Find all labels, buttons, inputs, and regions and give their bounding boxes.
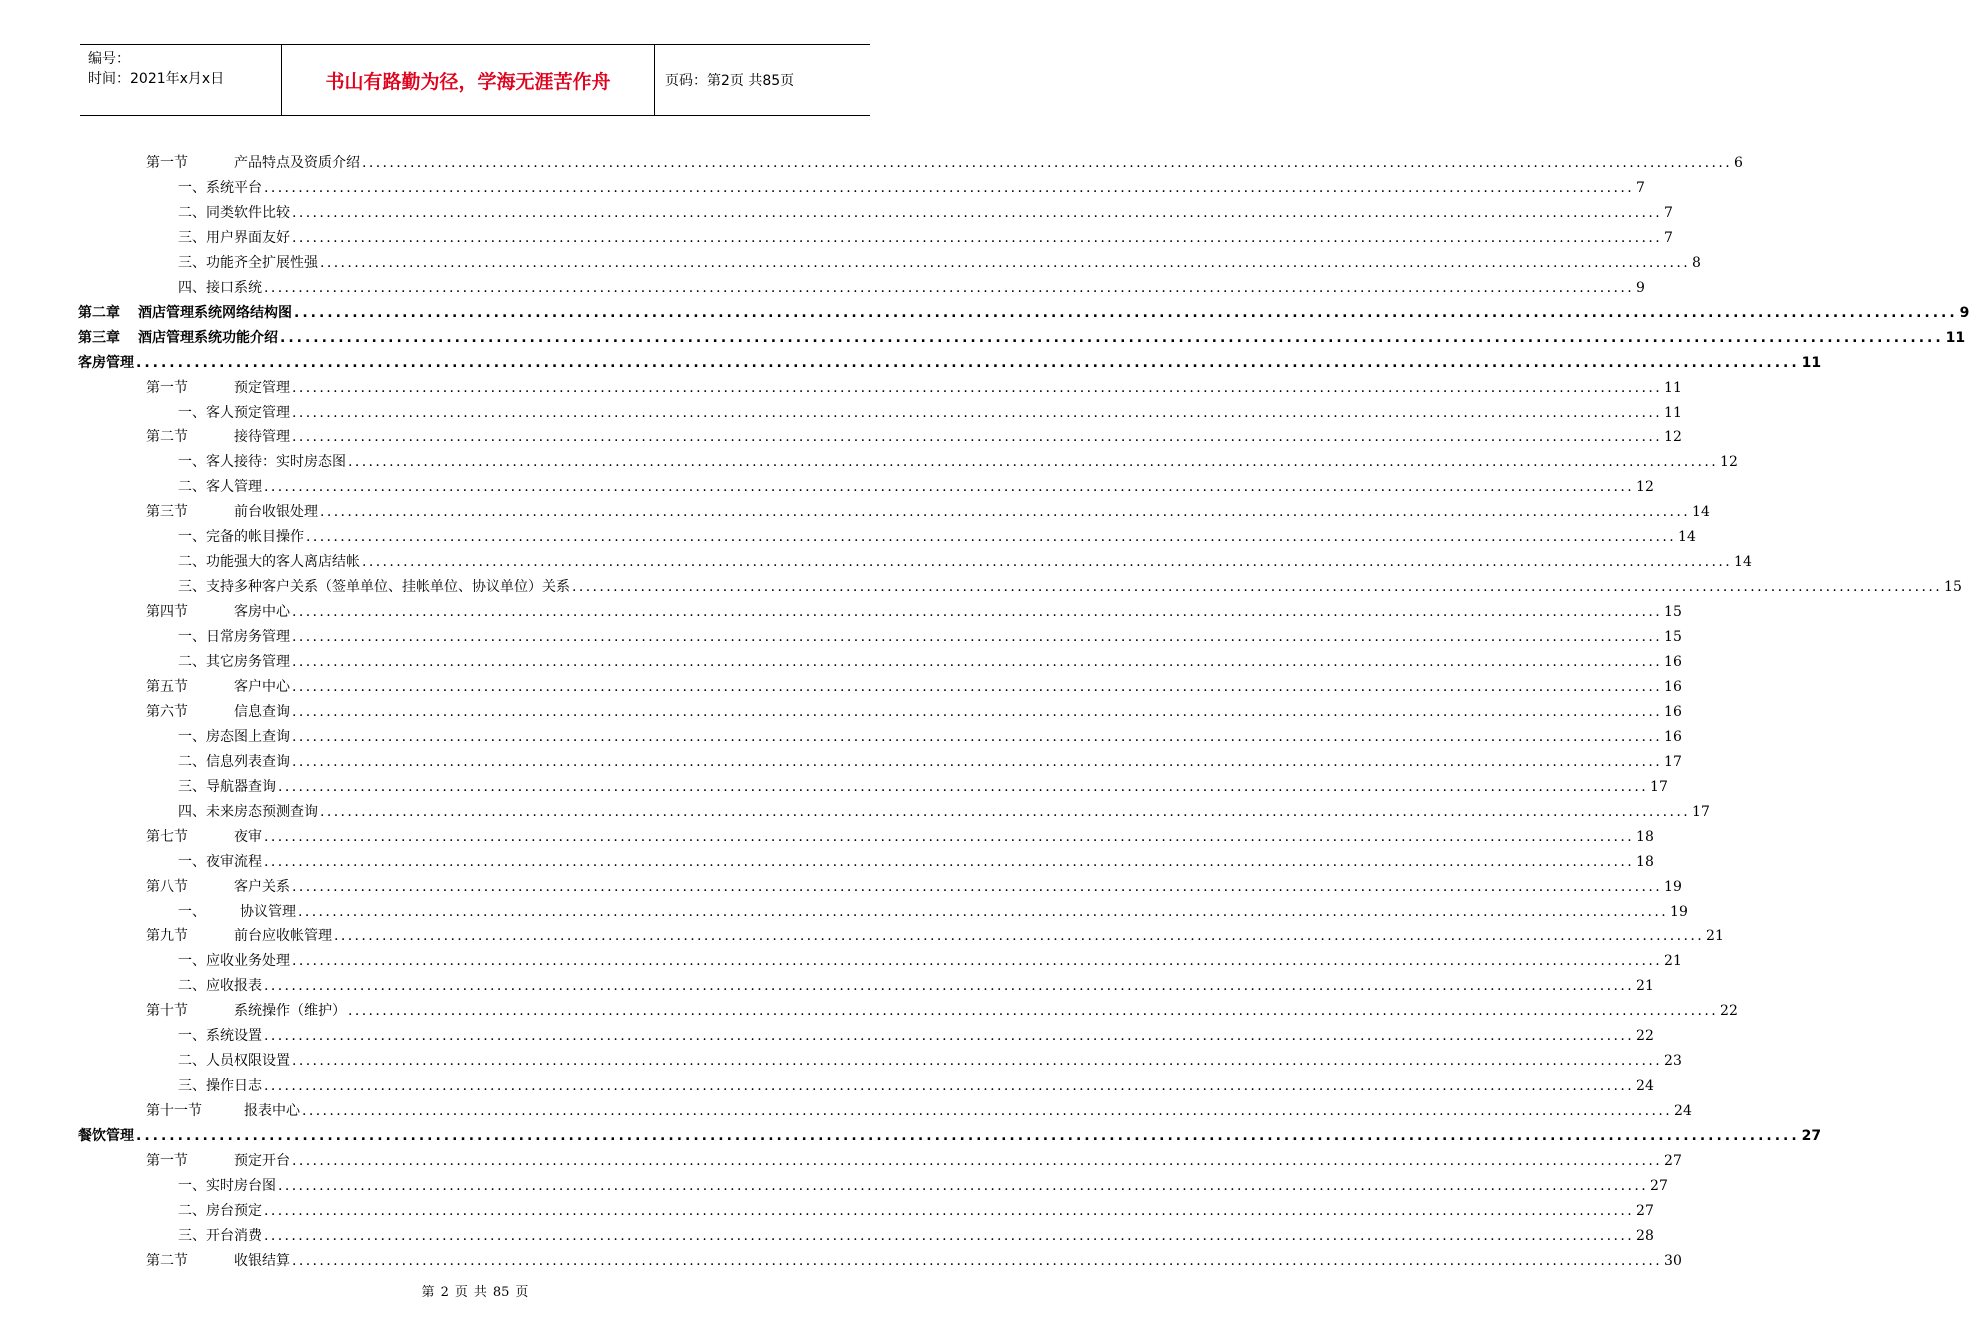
toc-dot-leader: ........................................................................................................................................................................................................ <box>292 1252 1663 1269</box>
toc-entry-label <box>178 179 262 197</box>
footer-ye: 页 <box>454 1285 468 1300</box>
toc-entry-title: 收银结算 <box>234 1252 290 1269</box>
toc-page-number: 18 <box>1636 853 1654 870</box>
toc-page-number: 15 <box>1664 629 1682 646</box>
toc-page-number: 24 <box>1674 1103 1692 1120</box>
toc-page-number: 19 <box>1664 878 1682 895</box>
toc-entry-number: 一、系统设置 <box>178 1028 262 1045</box>
toc-page-number: 7 <box>1636 179 1645 196</box>
toc-entry-number: 第一节 <box>146 1153 188 1169</box>
toc-page-number: 11 <box>1664 379 1682 396</box>
toc-entry[interactable] <box>178 225 1673 247</box>
toc-entry[interactable] <box>146 599 1682 621</box>
toc-entry-number: 第一节 <box>146 155 188 171</box>
toc-page-number: 12 <box>1664 429 1682 446</box>
toc-entry-label <box>146 1002 346 1020</box>
toc-entry-label <box>146 428 290 446</box>
toc-page-number: 14 <box>1692 504 1710 521</box>
header-motto: 书山有路勤为径，学海无涯苦作舟 <box>282 45 655 115</box>
toc-entry[interactable] <box>178 449 1738 471</box>
toc-entry-number: 二、信息列表查询 <box>178 753 290 770</box>
toc-dot-leader: ........................................................................................................................................................................................................ <box>294 304 1958 321</box>
toc-entry-label <box>178 653 290 671</box>
toc-entry-label <box>178 778 276 796</box>
toc-dot-leader: ........................................................................................................................................................................................................ <box>292 728 1663 745</box>
toc-page-number: 16 <box>1664 728 1682 745</box>
toc-dot-leader: ........................................................................................................................................................................................................ <box>264 1028 1635 1045</box>
toc-page-number: 21 <box>1664 953 1682 970</box>
toc-dot-leader: ........................................................................................................................................................................................................ <box>264 1078 1635 1095</box>
toc-entry-number: 第二章 <box>78 304 120 321</box>
toc-dot-leader: ........................................................................................................................................................................................................ <box>292 678 1663 695</box>
toc-dot-leader: ........................................................................................................................................................................................................ <box>362 554 1733 571</box>
toc-dot-leader: ........................................................................................................................................................................................................ <box>292 1153 1663 1169</box>
toc-entry[interactable] <box>146 923 1724 945</box>
toc-entry[interactable] <box>178 250 1701 272</box>
toc-entry[interactable] <box>146 674 1682 696</box>
toc-entry[interactable] <box>178 524 1696 546</box>
toc-entry-number: 一、客人预定管理 <box>178 404 290 421</box>
toc-page-number: 27 <box>1636 1202 1654 1219</box>
toc-entry-number: 第六节 <box>146 703 188 720</box>
toc-page-number: 15 <box>1664 604 1682 621</box>
toc-page-number: 8 <box>1692 254 1701 271</box>
toc-entry[interactable] <box>146 1148 1682 1170</box>
toc-page-number: 21 <box>1706 928 1724 945</box>
toc-entry[interactable] <box>178 1048 1682 1070</box>
toc-entry[interactable] <box>146 699 1682 721</box>
footer-total-pages: 85 <box>492 1285 510 1300</box>
toc-dot-leader: ........................................................................................................................................................................................................ <box>136 1128 1800 1145</box>
toc-entry-title: 产品特点及资质介绍 <box>234 155 360 171</box>
toc-dot-leader: ........................................................................................................................................................................................................ <box>572 579 1943 596</box>
toc-entry-number: 一、实时房台图 <box>178 1177 276 1194</box>
toc-dot-leader: ........................................................................................................................................................................................................ <box>348 1003 1719 1020</box>
toc-page-number: 12 <box>1636 479 1654 496</box>
toc-entry-title: 协议管理 <box>240 903 296 920</box>
toc-entry-label <box>178 453 346 471</box>
toc-entry-label <box>178 404 290 422</box>
toc-entry[interactable] <box>78 350 1822 372</box>
toc-dot-leader: ........................................................................................................................................................................................................ <box>320 803 1691 820</box>
toc-entry[interactable] <box>178 400 1682 422</box>
toc-entry-number: 三、操作日志 <box>178 1078 262 1095</box>
toc-page-number: 12 <box>1720 454 1738 471</box>
toc-entry-label <box>178 254 318 272</box>
toc-entry-number: 第十节 <box>146 1003 188 1020</box>
toc-entry-label <box>178 528 304 546</box>
toc-entry[interactable] <box>178 948 1682 970</box>
toc-dot-leader: ........................................................................................................................................................................................................ <box>348 454 1719 471</box>
toc-entry-label <box>178 977 262 995</box>
toc-entry-number: 第八节 <box>146 878 188 895</box>
toc-entry-number: 第二节 <box>146 429 188 446</box>
toc-entry[interactable] <box>178 1173 1668 1195</box>
toc-entry-label <box>178 1202 262 1220</box>
toc-entry-number: 一、夜审流程 <box>178 853 262 870</box>
toc-entry-label <box>146 828 262 846</box>
toc-entry-label <box>178 753 290 771</box>
toc-dot-leader: ........................................................................................................................................................................................................ <box>136 354 1800 371</box>
toc-dot-leader: ........................................................................................................................................................................................................ <box>292 604 1663 621</box>
toc-entry-label <box>146 503 318 521</box>
toc-entry-label <box>178 1227 262 1245</box>
toc-page-number: 30 <box>1664 1252 1682 1269</box>
toc-page-number: 27 <box>1801 1128 1822 1145</box>
toc-entry[interactable] <box>78 325 1966 347</box>
toc-dot-leader: ........................................................................................................................................................................................................ <box>278 1177 1649 1194</box>
toc-page-number: 17 <box>1650 778 1668 795</box>
toc-entry-label <box>178 553 360 571</box>
toc-entry[interactable] <box>146 1248 1682 1270</box>
toc-dot-leader: ........................................................................................................................................................................................................ <box>264 279 1635 296</box>
toc-page-number: 24 <box>1636 1078 1654 1095</box>
toc-entry-label <box>178 1177 276 1195</box>
toc-dot-leader: ........................................................................................................................................................................................................ <box>292 379 1663 396</box>
toc-entry[interactable] <box>146 150 1743 172</box>
toc-dot-leader: ........................................................................................................................................................................................................ <box>292 953 1663 970</box>
toc-entry-title: 预定开台 <box>234 1153 290 1169</box>
toc-page-number: 11 <box>1945 329 1966 346</box>
toc-entry-title: 夜审 <box>234 828 262 845</box>
toc-entry-number: 二、人员权限设置 <box>178 1053 290 1070</box>
toc-entry[interactable] <box>146 499 1710 521</box>
toc-entry-number: 一、完备的帐目操作 <box>178 529 304 546</box>
toc-dot-leader: ........................................................................................................................................................................................................ <box>302 1103 1673 1120</box>
toc-entry[interactable] <box>146 1098 1692 1120</box>
toc-entry-number: 二、客人管理 <box>178 479 262 496</box>
toc-entry-number: 第一节 <box>146 379 188 396</box>
toc-entry-label <box>178 279 262 297</box>
footer-gong: 共 <box>473 1285 487 1300</box>
toc-entry[interactable] <box>178 474 1654 496</box>
header-page-label: 页码：第2页 共85页 <box>665 73 795 89</box>
toc-page-number: 15 <box>1944 579 1962 596</box>
toc-dot-leader: ........................................................................................................................................................................................................ <box>292 429 1663 446</box>
toc-entry-number: 一、 <box>178 903 206 920</box>
toc-page-number: 23 <box>1664 1053 1682 1070</box>
toc-page-number: 19 <box>1670 903 1688 920</box>
toc-entry-label <box>146 703 290 721</box>
toc-entry-number: 第九节 <box>146 928 188 945</box>
toc-entry-title: 预定管理 <box>234 379 290 396</box>
toc-page-number: 11 <box>1664 404 1682 421</box>
toc-entry-title: 信息查询 <box>234 703 290 720</box>
toc-entry-title: 报表中心 <box>244 1103 300 1120</box>
toc-entry[interactable] <box>178 275 1645 297</box>
footer-page-number: 2 <box>440 1285 449 1300</box>
toc-entry-label <box>178 1077 262 1095</box>
toc-entry[interactable] <box>178 549 1752 571</box>
toc-entry-number: 一、房态图上查询 <box>178 728 290 745</box>
toc-dot-leader: ........................................................................................................................................................................................................ <box>264 828 1635 845</box>
document-number-label: 编号： <box>88 51 130 67</box>
toc-dot-leader: ........................................................................................................................................................................................................ <box>320 504 1691 521</box>
toc-entry[interactable] <box>178 1198 1654 1220</box>
toc-entry-number: 一、系统平台 <box>178 179 262 196</box>
toc-entry[interactable] <box>178 175 1645 197</box>
toc-entry-title: 前台应收帐管理 <box>234 928 332 945</box>
toc-entry-label <box>178 578 570 596</box>
toc-entry-number: 四、未来房态预测查询 <box>178 803 318 820</box>
toc-dot-leader: ........................................................................................................................................................................................................ <box>292 629 1663 646</box>
page-footer <box>0 1281 950 1300</box>
toc-entry[interactable] <box>146 874 1682 896</box>
toc-page-number: 22 <box>1636 1028 1654 1045</box>
toc-dot-leader: ........................................................................................................................................................................................................ <box>306 529 1677 546</box>
toc-entry-number: 三、开台消费 <box>178 1227 262 1244</box>
toc-entry-number: 第三章 <box>78 329 120 346</box>
toc-entry-number: 二、同类软件比较 <box>178 204 290 221</box>
toc-entry[interactable] <box>146 375 1682 397</box>
toc-entry-number: 三、功能齐全扩展性强 <box>178 254 318 271</box>
toc-entry-label <box>146 678 290 696</box>
toc-page-number: 18 <box>1636 828 1654 845</box>
toc-dot-leader: ........................................................................................................................................................................................................ <box>292 753 1663 770</box>
footer-ye2: 页 <box>515 1285 529 1300</box>
toc-entry[interactable] <box>178 849 1654 871</box>
document-time-label: 时间：2021年x月x日 <box>88 71 225 87</box>
toc-entry[interactable] <box>178 1223 1654 1245</box>
toc-dot-leader: ........................................................................................................................................................................................................ <box>264 1227 1635 1244</box>
toc-entry-title: 系统操作（维护） <box>234 1003 346 1020</box>
header-left-cell <box>80 45 282 115</box>
toc-entry-title: 客户关系 <box>234 878 290 895</box>
toc-entry-label <box>146 1102 300 1120</box>
toc-dot-leader: ........................................................................................................................................................................................................ <box>362 155 1733 171</box>
toc-entry-label <box>178 478 262 496</box>
toc-page-number: 16 <box>1664 678 1682 695</box>
toc-dot-leader: ........................................................................................................................................................................................................ <box>280 329 1944 346</box>
toc-dot-leader: ........................................................................................................................................................................................................ <box>292 1053 1663 1070</box>
toc-entry-number: 三、用户界面友好 <box>178 229 290 246</box>
toc-entry-number: 二、应收报表 <box>178 978 262 995</box>
toc-page-number: 17 <box>1692 803 1710 820</box>
toc-entry[interactable] <box>178 799 1710 821</box>
toc-entry-label <box>178 903 296 921</box>
toc-entry[interactable] <box>178 1023 1654 1045</box>
toc-page-number: 22 <box>1720 1003 1738 1020</box>
toc-entry-number: 二、房台预定 <box>178 1202 262 1219</box>
toc-entry[interactable] <box>178 574 1962 596</box>
toc-page-number: 6 <box>1734 155 1743 171</box>
toc-entry-label <box>178 853 262 871</box>
toc-entry-label <box>78 354 134 372</box>
toc-entry[interactable] <box>178 774 1668 796</box>
toc-dot-leader: ........................................................................................................................................................................................................ <box>320 254 1691 271</box>
toc-entry-label <box>78 329 278 347</box>
toc-dot-leader: ........................................................................................................................................................................................................ <box>292 229 1663 246</box>
toc-dot-leader: ........................................................................................................................................................................................................ <box>298 903 1669 920</box>
toc-entry[interactable] <box>178 749 1682 771</box>
toc-dot-leader: ........................................................................................................................................................................................................ <box>264 1202 1635 1219</box>
toc-entry-number: 第七节 <box>146 828 188 845</box>
toc-entry-number: 三、导航器查询 <box>178 778 276 795</box>
toc-entry-number: 二、功能强大的客人离店结帐 <box>178 554 360 571</box>
toc-entry-label <box>178 803 318 821</box>
toc-entry-title: 前台收银处理 <box>234 504 318 521</box>
toc-page-number: 9 <box>1636 279 1645 296</box>
toc-entry-label <box>78 304 292 322</box>
toc-page-number: 28 <box>1636 1227 1654 1244</box>
toc-entry-number: 第五节 <box>146 678 188 695</box>
toc-page-number: 11 <box>1801 354 1822 371</box>
toc-page-number: 27 <box>1664 1153 1682 1169</box>
toc-entry-label <box>178 1052 290 1070</box>
toc-entry-label <box>178 728 290 746</box>
toc-entry-title: 客房中心 <box>234 604 290 621</box>
toc-entry-label <box>146 379 290 397</box>
toc-entry[interactable] <box>78 300 1969 322</box>
toc-page-number: 7 <box>1664 204 1673 221</box>
toc-dot-leader: ........................................................................................................................................................................................................ <box>264 978 1635 995</box>
toc-entry-label <box>146 154 360 172</box>
toc-entry-number: 四、接口系统 <box>178 279 262 296</box>
toc-entry-number: 三、支持多种客户关系（签单单位、挂帐单位、协议单位）关系 <box>178 579 570 596</box>
footer-di: 第 <box>421 1285 435 1300</box>
page-header <box>80 44 870 116</box>
toc-entry-label <box>178 229 290 247</box>
toc-entry-title: 客户中心 <box>234 678 290 695</box>
toc-entry-number: 客房管理 <box>78 354 134 371</box>
toc-entry-number: 餐饮管理 <box>78 1128 134 1145</box>
toc-dot-leader: ........................................................................................................................................................................................................ <box>264 479 1635 496</box>
toc-entry-number: 一、日常房务管理 <box>178 629 290 646</box>
toc-page-number: 14 <box>1734 554 1752 571</box>
toc-entry[interactable] <box>178 973 1654 995</box>
toc-page-number: 7 <box>1664 229 1673 246</box>
toc-entry-label <box>146 1252 290 1270</box>
toc-entry[interactable] <box>146 824 1654 846</box>
toc-dot-leader: ........................................................................................................................................................................................................ <box>264 179 1635 196</box>
toc-page-number: 14 <box>1678 529 1696 546</box>
toc-page-number: 9 <box>1959 304 1969 321</box>
toc-entry[interactable] <box>178 624 1682 646</box>
toc-dot-leader: ........................................................................................................................................................................................................ <box>292 654 1663 670</box>
toc-entry[interactable] <box>178 724 1682 746</box>
toc-dot-leader: ........................................................................................................................................................................................................ <box>334 928 1705 945</box>
toc-entry-number: 一、应收业务处理 <box>178 953 290 970</box>
toc-dot-leader: ........................................................................................................................................................................................................ <box>264 853 1635 870</box>
toc-dot-leader: ........................................................................................................................................................................................................ <box>292 404 1663 421</box>
toc-entry-label <box>178 1027 262 1045</box>
toc-entry[interactable] <box>178 1073 1654 1095</box>
toc-dot-leader: ........................................................................................................................................................................................................ <box>292 703 1663 720</box>
toc-dot-leader: ........................................................................................................................................................................................................ <box>292 878 1663 895</box>
toc-page-number: 16 <box>1664 703 1682 720</box>
toc-page-number: 16 <box>1664 654 1682 670</box>
toc-entry[interactable] <box>146 998 1738 1020</box>
toc-entry-title: 接待管理 <box>234 429 290 446</box>
toc-dot-leader: ........................................................................................................................................................................................................ <box>292 204 1663 221</box>
toc-page-number: 17 <box>1664 753 1682 770</box>
toc-entry-label <box>146 603 290 621</box>
toc-entry[interactable] <box>178 200 1673 222</box>
toc-entry-number: 第十一节 <box>146 1103 202 1120</box>
toc-page-number: 27 <box>1650 1177 1668 1194</box>
toc-dot-leader: ........................................................................................................................................................................................................ <box>278 778 1649 795</box>
toc-entry-label <box>178 628 290 646</box>
toc-entry[interactable] <box>178 649 1682 671</box>
toc-entry-label <box>146 878 290 896</box>
toc-entry-number: 第三节 <box>146 504 188 521</box>
toc-entry-number: 一、客人接待：实时房态图 <box>178 454 346 471</box>
toc-page-number: 21 <box>1636 978 1654 995</box>
toc-entry-label <box>178 204 290 222</box>
toc-entry-title: 酒店管理系统功能介绍 <box>138 329 278 346</box>
toc-entry-label <box>146 1152 290 1170</box>
toc-entry[interactable] <box>78 1123 1822 1145</box>
toc-entry-label <box>78 1127 134 1145</box>
toc-entry[interactable] <box>146 424 1682 446</box>
toc-entry-number: 第二节 <box>146 1252 188 1269</box>
toc-entry-number: 二、其它房务管理 <box>178 654 290 670</box>
toc-entry[interactable] <box>178 899 1688 921</box>
toc-entry-label <box>146 927 332 945</box>
toc-entry-number: 第四节 <box>146 604 188 621</box>
toc-entry-title: 酒店管理系统网络结构图 <box>138 304 292 321</box>
toc-entry-label <box>178 952 290 970</box>
